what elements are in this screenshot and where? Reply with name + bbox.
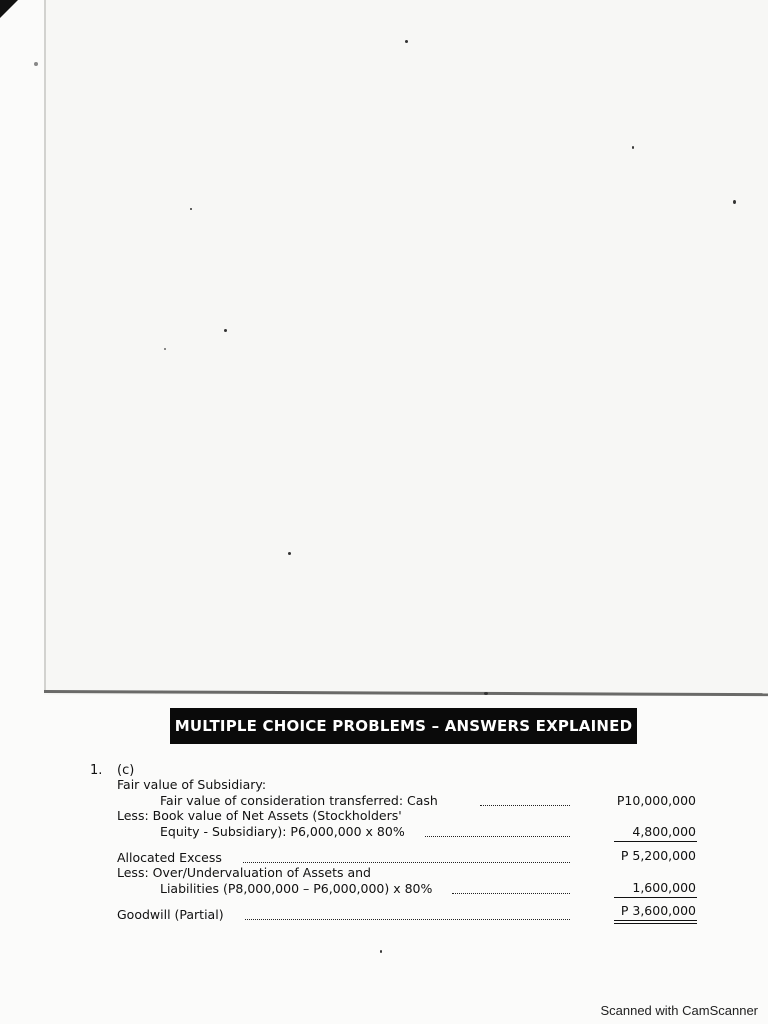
less-over-under-label-2: Liabilities (P8,000,000 – P6,000,000) x 80% [160, 881, 433, 896]
book-value-amount: 4,800,000 [632, 824, 696, 839]
blank-scan-area [44, 0, 768, 695]
scan-speck [733, 200, 736, 204]
less-book-value-label-1: Less: Book value of Net Assets (Stockholders' [117, 808, 402, 823]
problem-answer: (c) [117, 763, 135, 778]
section-banner: MULTIPLE CHOICE PROBLEMS – ANSWERS EXPLAINED [170, 708, 637, 744]
goodwill-amount: P 3,600,000 [620, 903, 696, 918]
scanner-watermark: Scanned with CamScanner [600, 1003, 758, 1018]
scan-speck [405, 40, 408, 43]
allocated-excess-amount: P 5,200,000 [620, 848, 696, 863]
scan-speck [224, 329, 227, 332]
fair-value-heading: Fair value of Subsidiary: [117, 777, 267, 792]
scan-speck [34, 62, 38, 66]
total-double-underline [614, 920, 697, 921]
dot-leader [425, 836, 570, 837]
subtotal-underline [614, 897, 697, 898]
scan-speck [632, 146, 634, 149]
total-double-underline [614, 923, 697, 924]
scan-speck [484, 692, 488, 695]
scan-speck [190, 208, 192, 210]
dot-leader [245, 919, 570, 920]
corner-mark [0, 0, 18, 18]
dot-leader [480, 805, 570, 806]
subtotal-underline [614, 841, 697, 842]
over-under-amount: 1,600,000 [632, 880, 696, 895]
fv-consideration-label: Fair value of consideration transferred: Cash [160, 793, 438, 808]
less-book-value-label-2: Equity - Subsidiary): P6,000,000 x 80% [160, 824, 405, 839]
scan-speck [288, 552, 291, 555]
allocated-excess-label: Allocated Excess [117, 850, 222, 865]
less-over-under-label-1: Less: Over/Undervaluation of Assets and [117, 865, 371, 880]
dot-leader [452, 893, 570, 894]
goodwill-label: Goodwill (Partial) [117, 907, 224, 922]
problem-number: 1. [90, 763, 103, 778]
scan-left-edge [44, 0, 46, 692]
dot-leader [243, 862, 570, 863]
scan-speck [164, 348, 166, 350]
scan-speck [380, 950, 382, 953]
fv-consideration-amount: P10,000,000 [616, 793, 696, 808]
